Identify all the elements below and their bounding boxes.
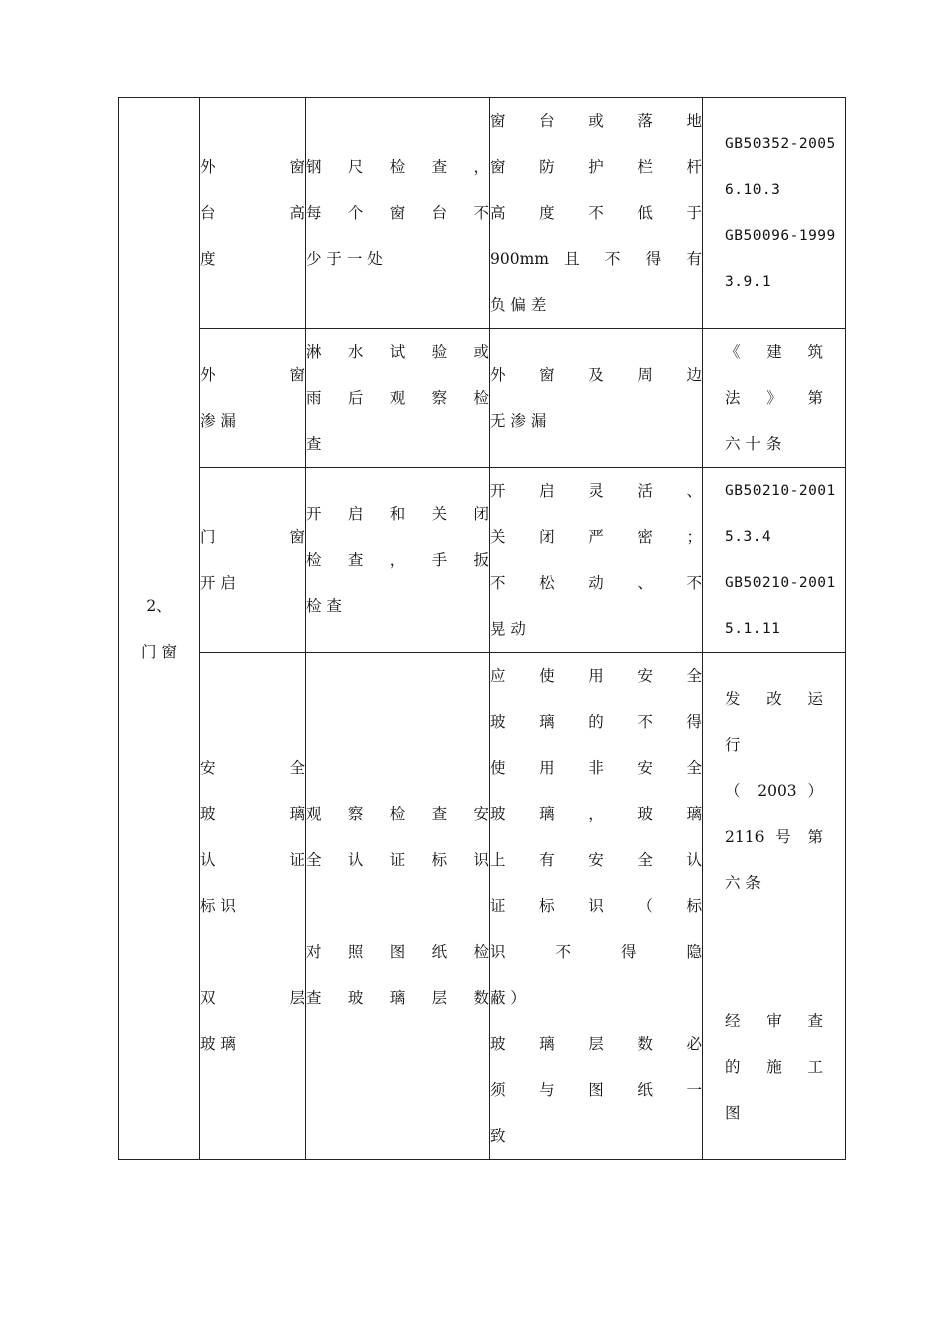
requirement-text: 须 与 图 纸 一 bbox=[490, 1081, 702, 1099]
method-cell bbox=[306, 468, 490, 653]
method-text: 查 玻 璃 层 数 bbox=[306, 989, 489, 1007]
basis-text: GB50210-2001 bbox=[725, 483, 836, 499]
basis-text: 经 审 查 bbox=[725, 1012, 823, 1030]
item-text: 双 层 bbox=[200, 989, 305, 1007]
requirement-text: 玻 璃 的 不 得 bbox=[490, 713, 702, 731]
method-text: 淋 水 试 验 或 bbox=[306, 343, 489, 361]
basis-text: 2116 号 第 bbox=[725, 828, 823, 846]
requirement-text: 无 渗 漏 bbox=[490, 412, 547, 430]
item-cell bbox=[200, 468, 306, 653]
requirement-text: 开 启 灵 活 、 bbox=[490, 482, 702, 500]
requirement-text: 证 标 识 （ 标 bbox=[490, 897, 702, 915]
requirement-text: 窗 防 护 栏 杆 bbox=[490, 158, 702, 176]
table-row bbox=[119, 98, 846, 329]
item-text: 开 启 bbox=[200, 574, 236, 592]
method-text: 查 bbox=[306, 435, 322, 453]
method-cell bbox=[306, 329, 490, 468]
category-number: 2、 bbox=[146, 596, 172, 615]
basis-text: （ 2003 ） bbox=[725, 782, 823, 800]
requirement-text: 负 偏 差 bbox=[490, 296, 547, 314]
table-row bbox=[119, 653, 846, 1160]
item-cell bbox=[200, 98, 306, 329]
basis-text: 6.10.3 bbox=[725, 182, 781, 198]
spec-table bbox=[118, 97, 846, 1160]
item-text: 认 证 bbox=[200, 851, 305, 869]
requirement-text: 不 松 动 、 不 bbox=[490, 574, 702, 592]
basis-cell bbox=[703, 98, 846, 329]
item-text: 标 识 bbox=[200, 897, 236, 915]
method-text: 开 启 和 关 闭 bbox=[306, 505, 489, 523]
requirement-text: 蔽 ） bbox=[490, 989, 526, 1007]
item-text: 玻 璃 bbox=[200, 1035, 236, 1053]
requirement-text: 高 度 不 低 于 bbox=[490, 204, 702, 222]
basis-text: GB50352-2005 bbox=[725, 136, 836, 152]
requirement-text: 应 使 用 安 全 bbox=[490, 667, 702, 685]
item-text: 安 全 bbox=[200, 759, 305, 777]
requirement-text: 关 闭 严 密 ； bbox=[490, 528, 702, 546]
requirement-text: 玻 璃 层 数 必 bbox=[490, 1035, 702, 1053]
method-text: 雨 后 观 察 检 bbox=[306, 389, 489, 407]
basis-text: GB50210-2001 bbox=[725, 575, 836, 591]
item-text: 台 高 bbox=[200, 204, 305, 222]
requirement-text: 上 有 安 全 认 bbox=[490, 851, 702, 869]
requirement-text: 外 窗 及 周 边 bbox=[490, 366, 702, 384]
basis-cell bbox=[703, 653, 846, 1160]
category-cell bbox=[119, 98, 200, 1160]
item-cell bbox=[200, 329, 306, 468]
method-text: 钢 尺 检 查 ， bbox=[306, 158, 489, 176]
method-text: 检 查 ， 手 扳 bbox=[306, 551, 489, 569]
requirement-cell bbox=[490, 468, 703, 653]
method-text: 少 于 一 处 bbox=[306, 250, 383, 268]
requirement-text: 玻 璃 ， 玻 璃 bbox=[490, 805, 702, 823]
requirement-text: 使 用 非 安 全 bbox=[490, 759, 702, 777]
item-text: 门 窗 bbox=[200, 528, 305, 546]
basis-text: 六 十 条 bbox=[725, 435, 782, 453]
item-text: 外 窗 bbox=[200, 158, 305, 176]
method-text: 对 照 图 纸 检 bbox=[306, 943, 489, 961]
item-cell bbox=[200, 653, 306, 1160]
requirement-text: 窗 台 或 落 地 bbox=[490, 112, 702, 130]
basis-cell bbox=[703, 329, 846, 468]
requirement-text: 识 不 得 隐 bbox=[490, 943, 702, 961]
basis-text: 5.1.11 bbox=[725, 621, 781, 637]
basis-text: 行 bbox=[725, 736, 741, 754]
method-text: 每 个 窗 台 不 bbox=[306, 204, 489, 222]
basis-text: 5.3.4 bbox=[725, 529, 772, 545]
basis-text: 六 条 bbox=[725, 874, 761, 892]
requirement-text: 晃 动 bbox=[490, 620, 526, 638]
table-row bbox=[119, 468, 846, 653]
table-row bbox=[119, 329, 846, 468]
method-text: 检 查 bbox=[306, 597, 342, 615]
basis-text: 的 施 工 bbox=[725, 1058, 823, 1076]
basis-text: GB50096-1999 bbox=[725, 228, 836, 244]
item-text: 外 窗 bbox=[200, 366, 305, 384]
requirement-cell bbox=[490, 329, 703, 468]
method-cell bbox=[306, 98, 490, 329]
basis-text: 3.9.1 bbox=[725, 274, 772, 290]
requirement-text: 致 bbox=[490, 1127, 506, 1145]
method-cell bbox=[306, 653, 490, 1160]
basis-text: 《 建 筑 bbox=[725, 343, 823, 361]
basis-text: 发 改 运 bbox=[725, 690, 823, 708]
basis-cell bbox=[703, 468, 846, 653]
basis-text: 法 》 第 bbox=[725, 389, 823, 407]
item-text: 玻 璃 bbox=[200, 805, 305, 823]
category-label: 门 窗 bbox=[141, 642, 177, 661]
method-text: 观 察 检 查 安 bbox=[306, 805, 489, 823]
method-text: 全 认 证 标 识 bbox=[306, 851, 489, 869]
item-text: 度 bbox=[200, 250, 216, 268]
item-text: 渗 漏 bbox=[200, 412, 236, 430]
requirement-cell bbox=[490, 98, 703, 329]
requirement-cell bbox=[490, 653, 703, 1160]
requirement-text: 900mm 且 不 得 有 bbox=[490, 250, 702, 268]
basis-text: 图 bbox=[725, 1104, 741, 1122]
